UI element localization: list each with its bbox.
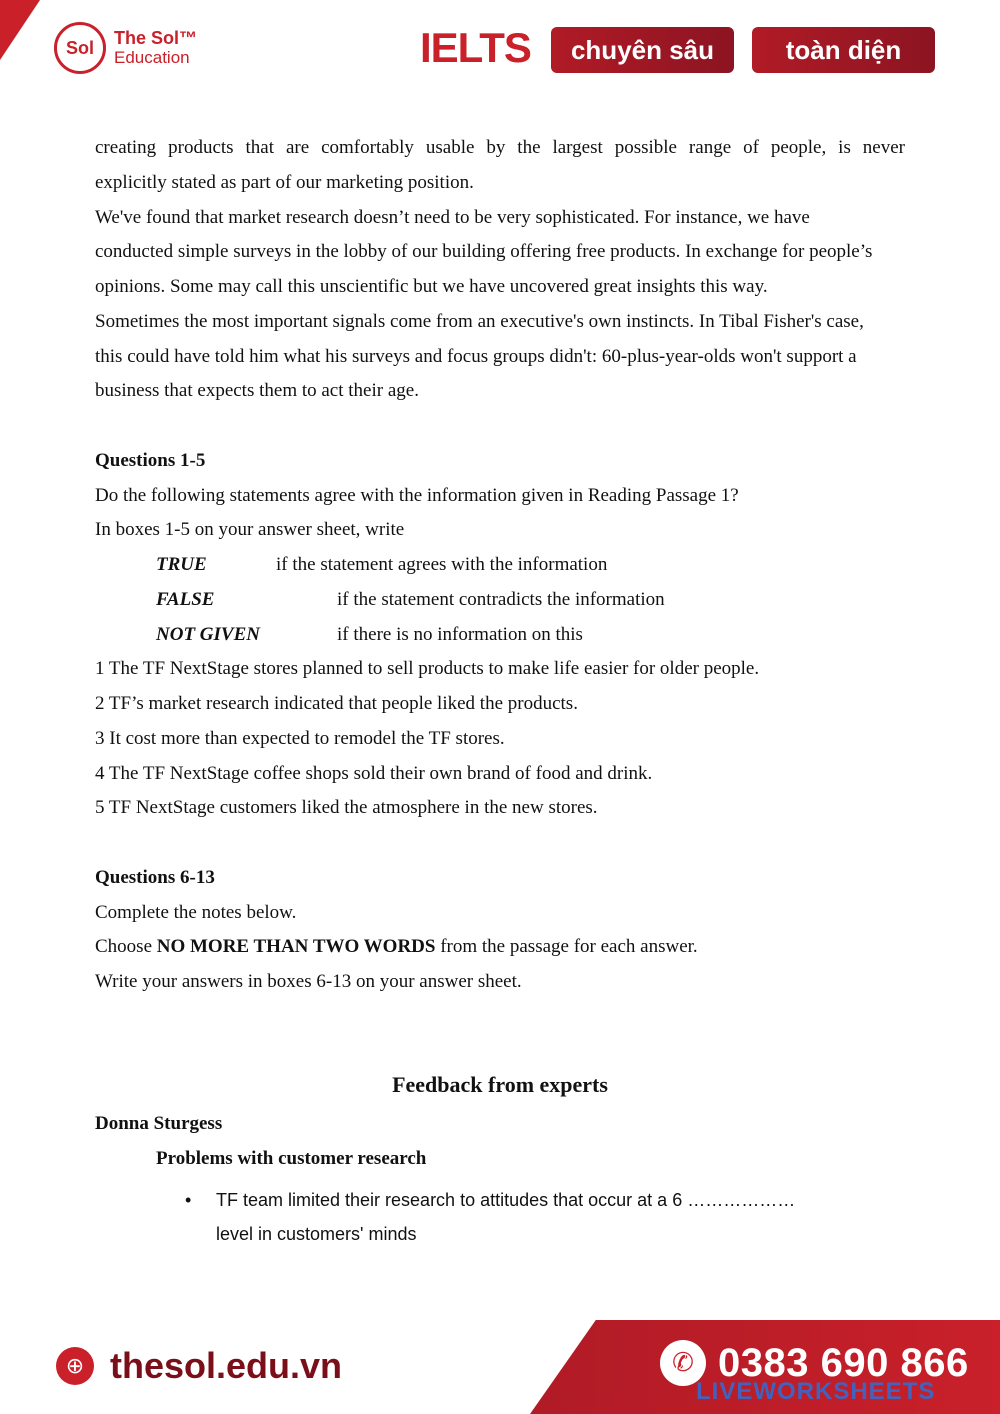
notes-heading: Feedback from experts — [392, 1072, 608, 1097]
definition-not-given — [156, 618, 905, 653]
questions-1-5-instruction: Do the following statements agree with the information given in Reading Passage 1? — [95, 484, 739, 506]
bullet-icon: • — [185, 1190, 192, 1210]
logo — [54, 22, 197, 74]
questions-6-13-instruction-2: Choose NO MORE THAN TWO WORDS from the passage for each answer. — [95, 936, 698, 958]
term-true: TRUE — [156, 554, 207, 575]
question-3: 3 It cost more than expected to remodel the TF stores. — [95, 727, 505, 749]
meaning-false: if the statement contradicts the information — [337, 588, 665, 610]
question-5: 5 TF NextStage customers liked the atmosphere in the new stores. — [95, 797, 598, 819]
definition-true — [156, 548, 905, 583]
page-content — [95, 131, 905, 1000]
globe-icon: ⊕ — [56, 1347, 94, 1385]
term-false: FALSE — [156, 588, 215, 610]
note-bullet-6 — [185, 1183, 885, 1251]
liveworksheets-watermark: LIVEWORKSHEETS — [696, 1378, 936, 1405]
passage-p1-line1: creating products that are comfortably usable by the largest possible range of people, is never — [95, 137, 905, 158]
ielts-title: IELTS — [420, 24, 531, 71]
term-not-given: NOT GIVEN — [156, 623, 260, 645]
badge-toan-dien: toàn diện — [752, 27, 935, 73]
questions-6-13-instruction-1: Complete the notes below. — [95, 901, 297, 923]
word-limit: NO MORE THAN TWO WORDS — [156, 936, 436, 958]
questions-1-5-instruction-2: In boxes 1-5 on your answer sheet, write — [95, 519, 405, 541]
questions-6-13-title: Questions 6-13 — [95, 866, 215, 888]
passage-p1-line2: explicitly stated as part of our marketing position. — [95, 171, 474, 193]
expert-name: Donna Sturgess — [95, 1113, 223, 1134]
logo-line-1: The Sol™ — [114, 28, 198, 48]
footer-website[interactable] — [56, 1345, 342, 1387]
question-2: 2 TF’s market research indicated that people liked the products. — [95, 693, 578, 714]
note-6-line2: level in customers' minds — [216, 1224, 417, 1244]
question-1: 1 The TF NextStage stores planned to sell products to make life easier for older people. — [95, 658, 760, 680]
notes-subheading: Problems with customer research — [156, 1148, 427, 1169]
meaning-true: if the statement agrees with the information — [276, 554, 608, 575]
badge-chuyen-sau: chuyên sâu — [551, 27, 734, 73]
passage-p2: We've found that market research doesn’t need to be very sophisticated. For instance, we have conducted simple surveys in the lobby of our building offering free products. In exchange for people’s opinions. Some may call this unscientific but we have uncovered great insights this way. — [95, 206, 873, 297]
questions-6-13-instruction-3: Write your answers in boxes 6-13 on your answer sheet. — [95, 971, 522, 992]
corner-decoration — [0, 0, 40, 60]
logo-mark: Sol — [54, 22, 106, 74]
website-text[interactable]: thesol.edu.vn — [110, 1345, 343, 1386]
meaning-not-given: if there is no information on this — [337, 623, 583, 645]
definition-false — [156, 583, 905, 618]
note-6-line1: TF team limited their research to attitudes that occur at a 6 ……………… — [216, 1190, 796, 1210]
phone-number[interactable]: 0383 690 866 — [718, 1340, 969, 1385]
phone-icon: ✆ — [660, 1340, 706, 1386]
questions-1-5-title: Questions 1-5 — [95, 449, 206, 471]
passage-p3: Sometimes the most important signals come from an executive's own instincts. In Tibal Fisher's case, this could have told him what his surveys and focus groups didn't: 60-plus-year-olds won't support a business that expects them to act their age. — [95, 310, 864, 402]
logo-line-2: Education — [114, 48, 190, 67]
question-4: 4 The TF NextStage coffee shops sold their own brand of food and drink. — [95, 762, 653, 784]
